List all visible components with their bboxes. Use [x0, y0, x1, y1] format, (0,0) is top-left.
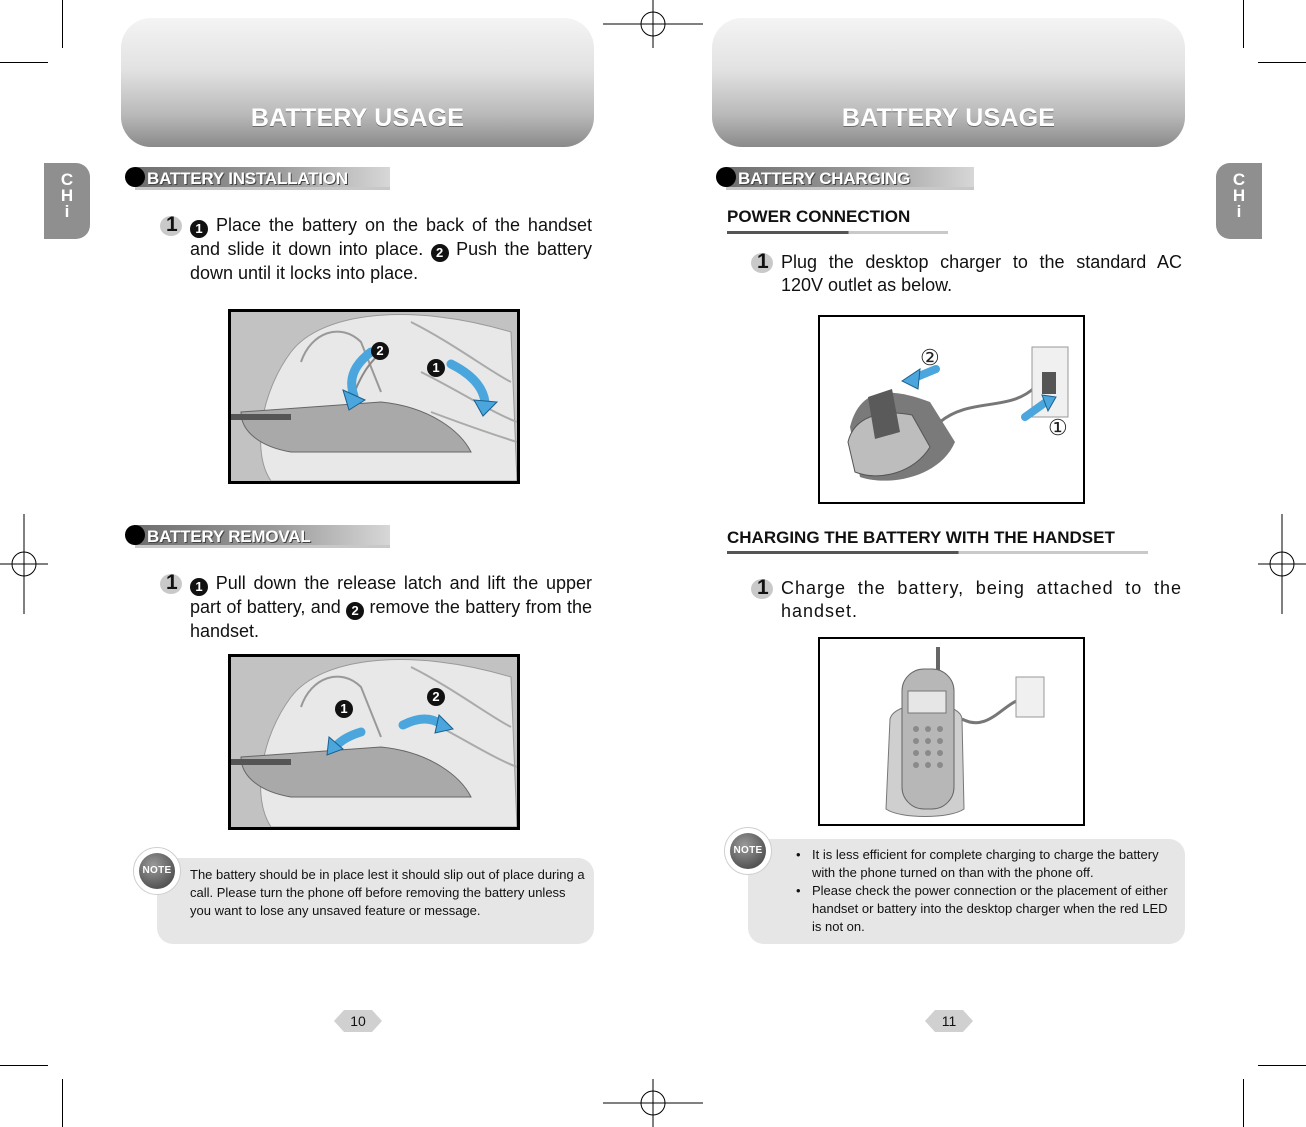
subsection-title: POWER CONNECTION — [727, 207, 911, 226]
figure-marker-2: 2 — [427, 688, 445, 706]
step-number: 1 — [166, 215, 188, 237]
section-header-charging — [716, 166, 974, 188]
chapter-tab-letter: C — [60, 170, 74, 189]
step-number: 1 — [757, 252, 779, 274]
figure-marker-2: 2 — [371, 342, 389, 360]
subsection-rule — [727, 551, 1148, 554]
step-marker-2: 2 — [346, 602, 364, 620]
note-item: • It is less efficient for complete charging to charge the battery with the phone turned on than with the phone off. — [796, 847, 1159, 880]
step-marker-1: 1 — [190, 578, 208, 596]
subsection-rule — [727, 231, 948, 234]
instruction-text: remove the battery from the handset. — [190, 597, 592, 641]
step-marker-1: 1 — [190, 220, 208, 238]
header-banner — [712, 18, 1185, 147]
instruction-text: Pull down the release latch and lift the upper part of battery, and — [190, 573, 592, 617]
note-item: • Please check the power connection or the placement of either handset or battery into the desktop charger when the red LED is not on. — [796, 883, 1168, 934]
chapter-tab-letter: H — [1232, 186, 1246, 205]
registration-mark-top — [603, 0, 703, 48]
subsection-title: CHARGING THE BATTERY WITH THE HANDSET — [727, 528, 1115, 547]
page-title: BATTERY USAGE — [841, 104, 1056, 132]
power-instructions: Plug the desktop charger to the standard AC 120V outlet as below. — [781, 252, 1182, 295]
handset-instructions: Charge the battery, being attached to the handset. — [781, 578, 1182, 621]
note-icon: NOTE — [133, 847, 181, 895]
charger-illustration — [818, 315, 1085, 504]
figure-marker-1: 1 — [335, 700, 353, 718]
chapter-tab-letter: H — [60, 186, 74, 205]
section-header-installation — [125, 166, 390, 188]
page-number: 10 — [334, 1010, 382, 1032]
note-text: The battery should be in place lest it should slip out of place during a call. Please turn the phone off before removing the battery unless you want to lose any unsaved feature or message. — [190, 867, 585, 918]
chapter-tab-letter: i — [1236, 202, 1242, 221]
registration-mark-left — [0, 514, 48, 614]
section-title: BATTERY CHARGING — [738, 169, 911, 188]
removal-illustration — [228, 654, 520, 830]
page-title: BATTERY USAGE — [250, 104, 465, 132]
step-marker-2: 2 — [431, 244, 449, 262]
removal-instructions — [190, 572, 592, 643]
instruction-text: Place the battery on the back of the handset and slide it down into place. — [190, 215, 592, 259]
section-header-removal — [125, 524, 390, 546]
figure-marker-1: 1 — [427, 359, 445, 377]
handset-charger-illustration — [818, 637, 1085, 826]
figure-marker-1: ① — [1048, 415, 1068, 440]
step-number: 1 — [757, 578, 779, 600]
note-list — [786, 846, 1178, 936]
header-banner — [121, 18, 594, 147]
installation-instructions — [190, 214, 592, 285]
figure-marker-2: ② — [920, 345, 940, 370]
chapter-tab-letter: C — [1232, 170, 1246, 189]
note-icon: NOTE — [724, 827, 772, 875]
section-title: BATTERY INSTALLATION — [147, 169, 348, 188]
chapter-tab-letter: i — [64, 202, 70, 221]
chapter-tab — [44, 163, 90, 239]
installation-illustration — [228, 309, 520, 484]
registration-mark-bottom — [603, 1079, 703, 1127]
registration-mark-right — [1258, 514, 1306, 614]
page-number: 11 — [925, 1010, 973, 1032]
instruction-text: Push the battery down until it locks into place. — [190, 239, 592, 283]
section-title: BATTERY REMOVAL — [147, 527, 311, 546]
step-number: 1 — [166, 573, 188, 595]
chapter-tab — [1216, 163, 1262, 239]
